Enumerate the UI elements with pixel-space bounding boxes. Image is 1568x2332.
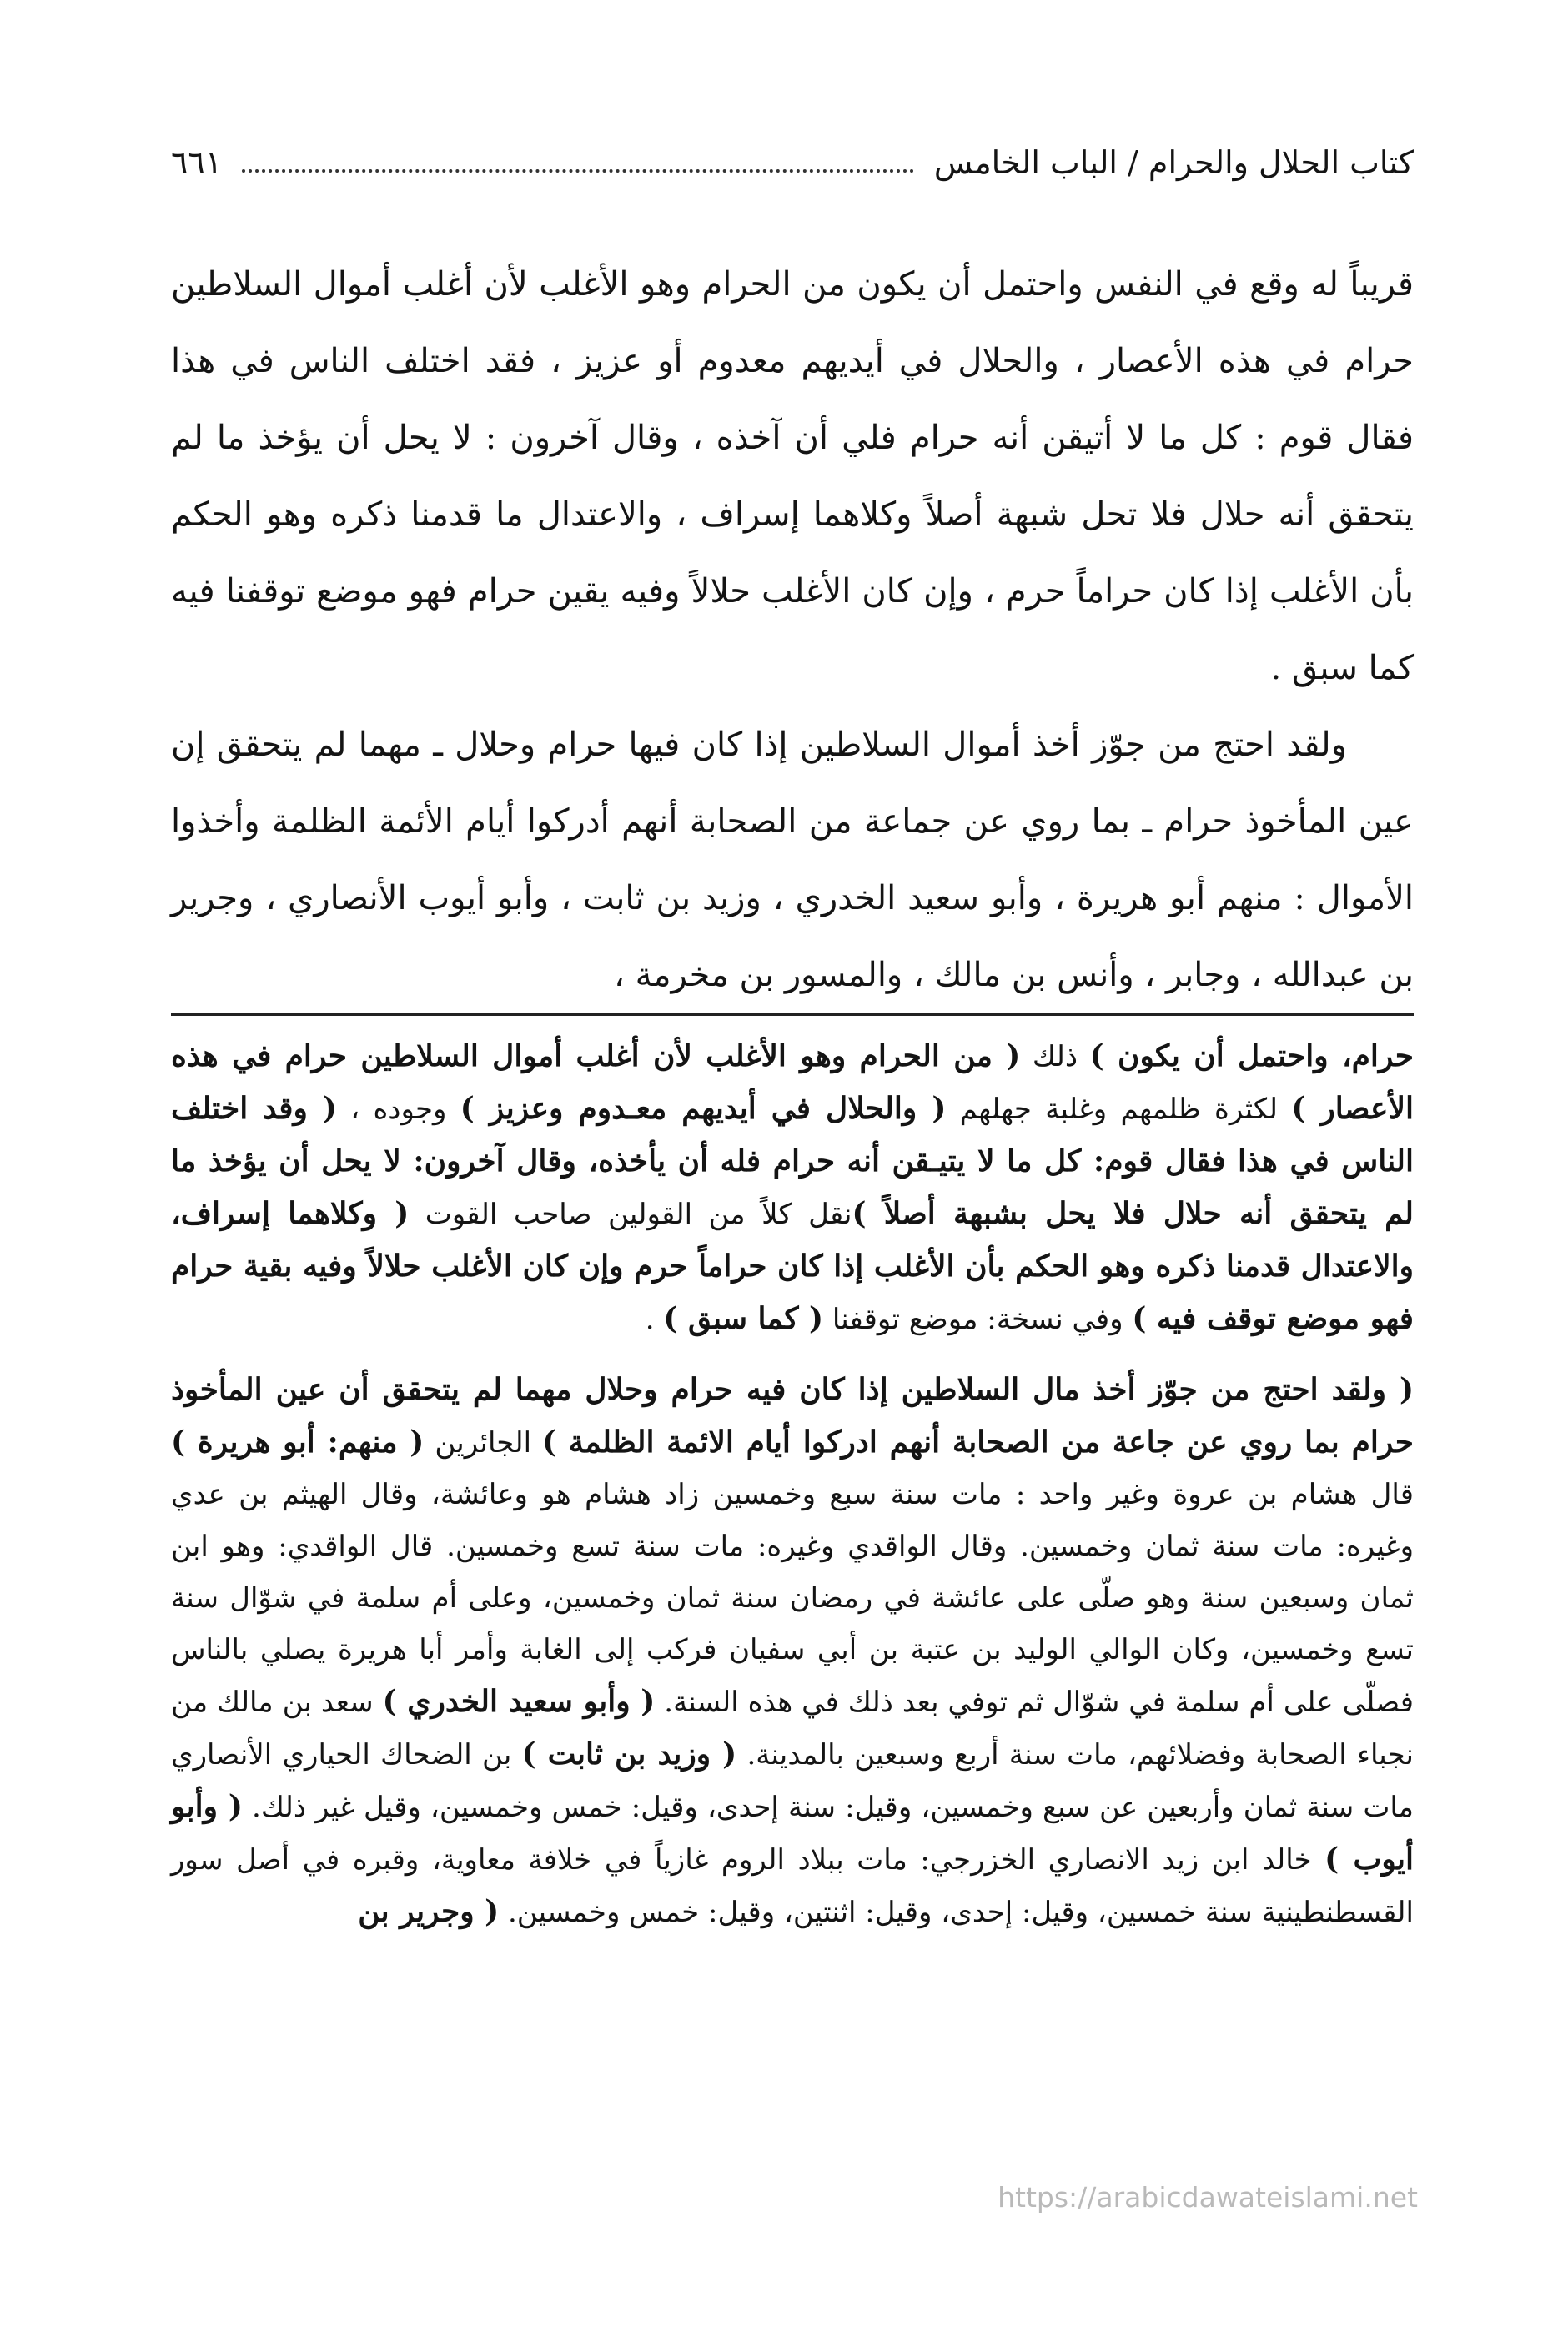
commentary-paragraph bbox=[171, 1030, 1414, 1345]
quoted-text: ( ولقد احتج من جوّز أخذ مال السلاطين إذا كان فيه حرام وحلال مهما لم يتحقق أن عين المأخوذ حرام بما روي عن جاعة من الصحابة أنهم ادركوا أيام الائمة الظلمة ) bbox=[171, 1372, 1415, 1460]
quoted-text: ( من الحرام وهو الأغلب لأن أغلب أموال السلاطين حرام في هذه الأعصار ) bbox=[171, 1038, 1414, 1126]
commentary-text: نقل كلاً من القولين صاحب القوت bbox=[409, 1198, 852, 1231]
quoted-text: ( وأبو أيوب ) bbox=[171, 1789, 1414, 1877]
commentary bbox=[171, 1030, 1414, 1938]
quoted-text: ( وقد اختلف الناس في هذا فقال قوم: كل ما لا يتيـقن أنه حرام فله أن يأخذه، وقال آخرون: لا يحل أن يؤخذ ما لم يتحقق أنه حلال فلا يحل بشبهة أصلاً ) bbox=[171, 1091, 1414, 1231]
quoted-text: ( وكلاهما إسراف، والاعتدال قدمنا ذكره وهو الحكم بأن الأغلب إذا كان حراماً حرم وإن كان الأغلب حلالاً وفيه بقية حرام فهو موضع توقف فيه ) bbox=[171, 1196, 1414, 1336]
watermark-url: https://arabicdawateislami.net bbox=[998, 2181, 1418, 2214]
commentary-text: . bbox=[645, 1303, 664, 1336]
quoted-text: ( منهم: أبو هريرة ) bbox=[171, 1425, 425, 1460]
footnote-separator bbox=[171, 1013, 1414, 1016]
commentary-text: وجوده ، bbox=[336, 1093, 460, 1126]
quoted-text: ( وأبو سعيد الخدري ) bbox=[382, 1684, 656, 1719]
quoted-text: ( كما سبق ) bbox=[663, 1301, 824, 1336]
commentary-text: بن الضحاك الحياري الأنصاري مات سنة ثمان وأربعين عن سبع وخمسين، وقيل: سنة إحدى، وقيل: خمس وخمسين، وقيل غير ذلك. bbox=[171, 1738, 1414, 1824]
quoted-text: ( والحلال في أيديهم معـدوم وعزيز ) bbox=[460, 1091, 947, 1126]
running-header bbox=[171, 133, 1414, 192]
header-dot-leader bbox=[242, 164, 914, 173]
quoted-text: حرام، واحتمل أن يكون ) bbox=[1089, 1038, 1414, 1073]
main-text bbox=[171, 246, 1414, 1013]
main-paragraph: قريباً له وقع في النفس واحتمل أن يكون من الحرام وهو الأغلب لأن أغلب أموال السلاطين حرام في هذه الأعصار ، والحلال في أيديهم معدوم أو عزيز ، فقد اختلف الناس في هذا فقال قوم : كل ما لا أتيقن أنه حرام فلي أن آخذه ، وقال آخرون : لا يحل أن يؤخذ ما لم يتحقق أنه حلال فلا تحل شبهة أصلاً وكلاهما إسراف ، والاعتدال ما قدمنا ذكره وهو الحكم بأن الأغلب إذا كان حراماً حرم ، وإن كان الأغلب حلالاً وفيه يقين حرام فهو موضع توقفنا فيه كما سبق . bbox=[171, 265, 1414, 687]
commentary-text: الجائرين bbox=[424, 1426, 543, 1460]
quoted-text: ( وزيد بن ثابت ) bbox=[521, 1736, 737, 1772]
commentary-text: وفي نسخة: موضع توقفنا bbox=[823, 1303, 1133, 1336]
commentary-text: ذلك bbox=[1020, 1040, 1090, 1073]
commentary-text: قال هشام بن عروة وغير واحد : مات سنة سبع وخمسين زاد هشام هو وعائشة، وقال الهيثم بن عدي وغيره: مات سنة ثمان وخمسين. وقال الواقدي وغيره: مات سنة تسع وخمسين. قال الواقدي: وهو ابن ثمان وسبعين سنة وهو صلّى على عائشة في رمضان سنة ثمان وخمسين، وعلى أم سلمة في شوّال سنة تسع وخمسين، وكان الوالي الوليد بن عتبة بن أبي سفيان فركب إلى الغابة وأمر أبا هريرة يصلي بالناس فصلّى على أم سلمة في شوّال ثم توفي بعد ذلك في هذه السنة. bbox=[171, 1478, 1414, 1719]
commentary-text: خالد ابن زيد الانصاري الخزرجي: مات ببلاد الروم غازياً في خلافة معاوية، وقبره في أصل سور القسطنطينية سنة خمسين، وقيل: إحدى، وقيل: اثنتين، وقيل: خمس وخمسين. bbox=[171, 1843, 1414, 1929]
page-number: ٦٦١ bbox=[171, 144, 223, 181]
commentary-text: لكثرة ظلمهم وغلبة جهلهم bbox=[946, 1093, 1292, 1126]
commentary-paragraph bbox=[171, 1364, 1414, 1938]
quoted-text: ( وجرير بن bbox=[358, 1894, 500, 1929]
header-title: كتاب الحلال والحرام / الباب الخامس bbox=[933, 144, 1414, 181]
main-paragraph: ولقد احتج من جوّز أخذ أموال السلاطين إذا كان فيها حرام وحلال ـ مهما لم يتحقق إن عين المأخوذ حرام ـ بما روي عن جماعة من الصحابة أنهم أدركوا أيام الأئمة الظلمة وأخذوا الأموال : منهم أبو هريرة ، وأبو سعيد الخدري ، وزيد بن ثابت ، وأبو أيوب الأنصاري ، وجرير بن عبدالله ، وجابر ، وأنس بن مالك ، والمسور بن مخرمة ، bbox=[171, 726, 1414, 994]
commentary-text: سعد بن مالك من نجباء الصحابة وفضلائهم، مات سنة أربع وسبعين بالمدينة. bbox=[171, 1686, 1414, 1772]
